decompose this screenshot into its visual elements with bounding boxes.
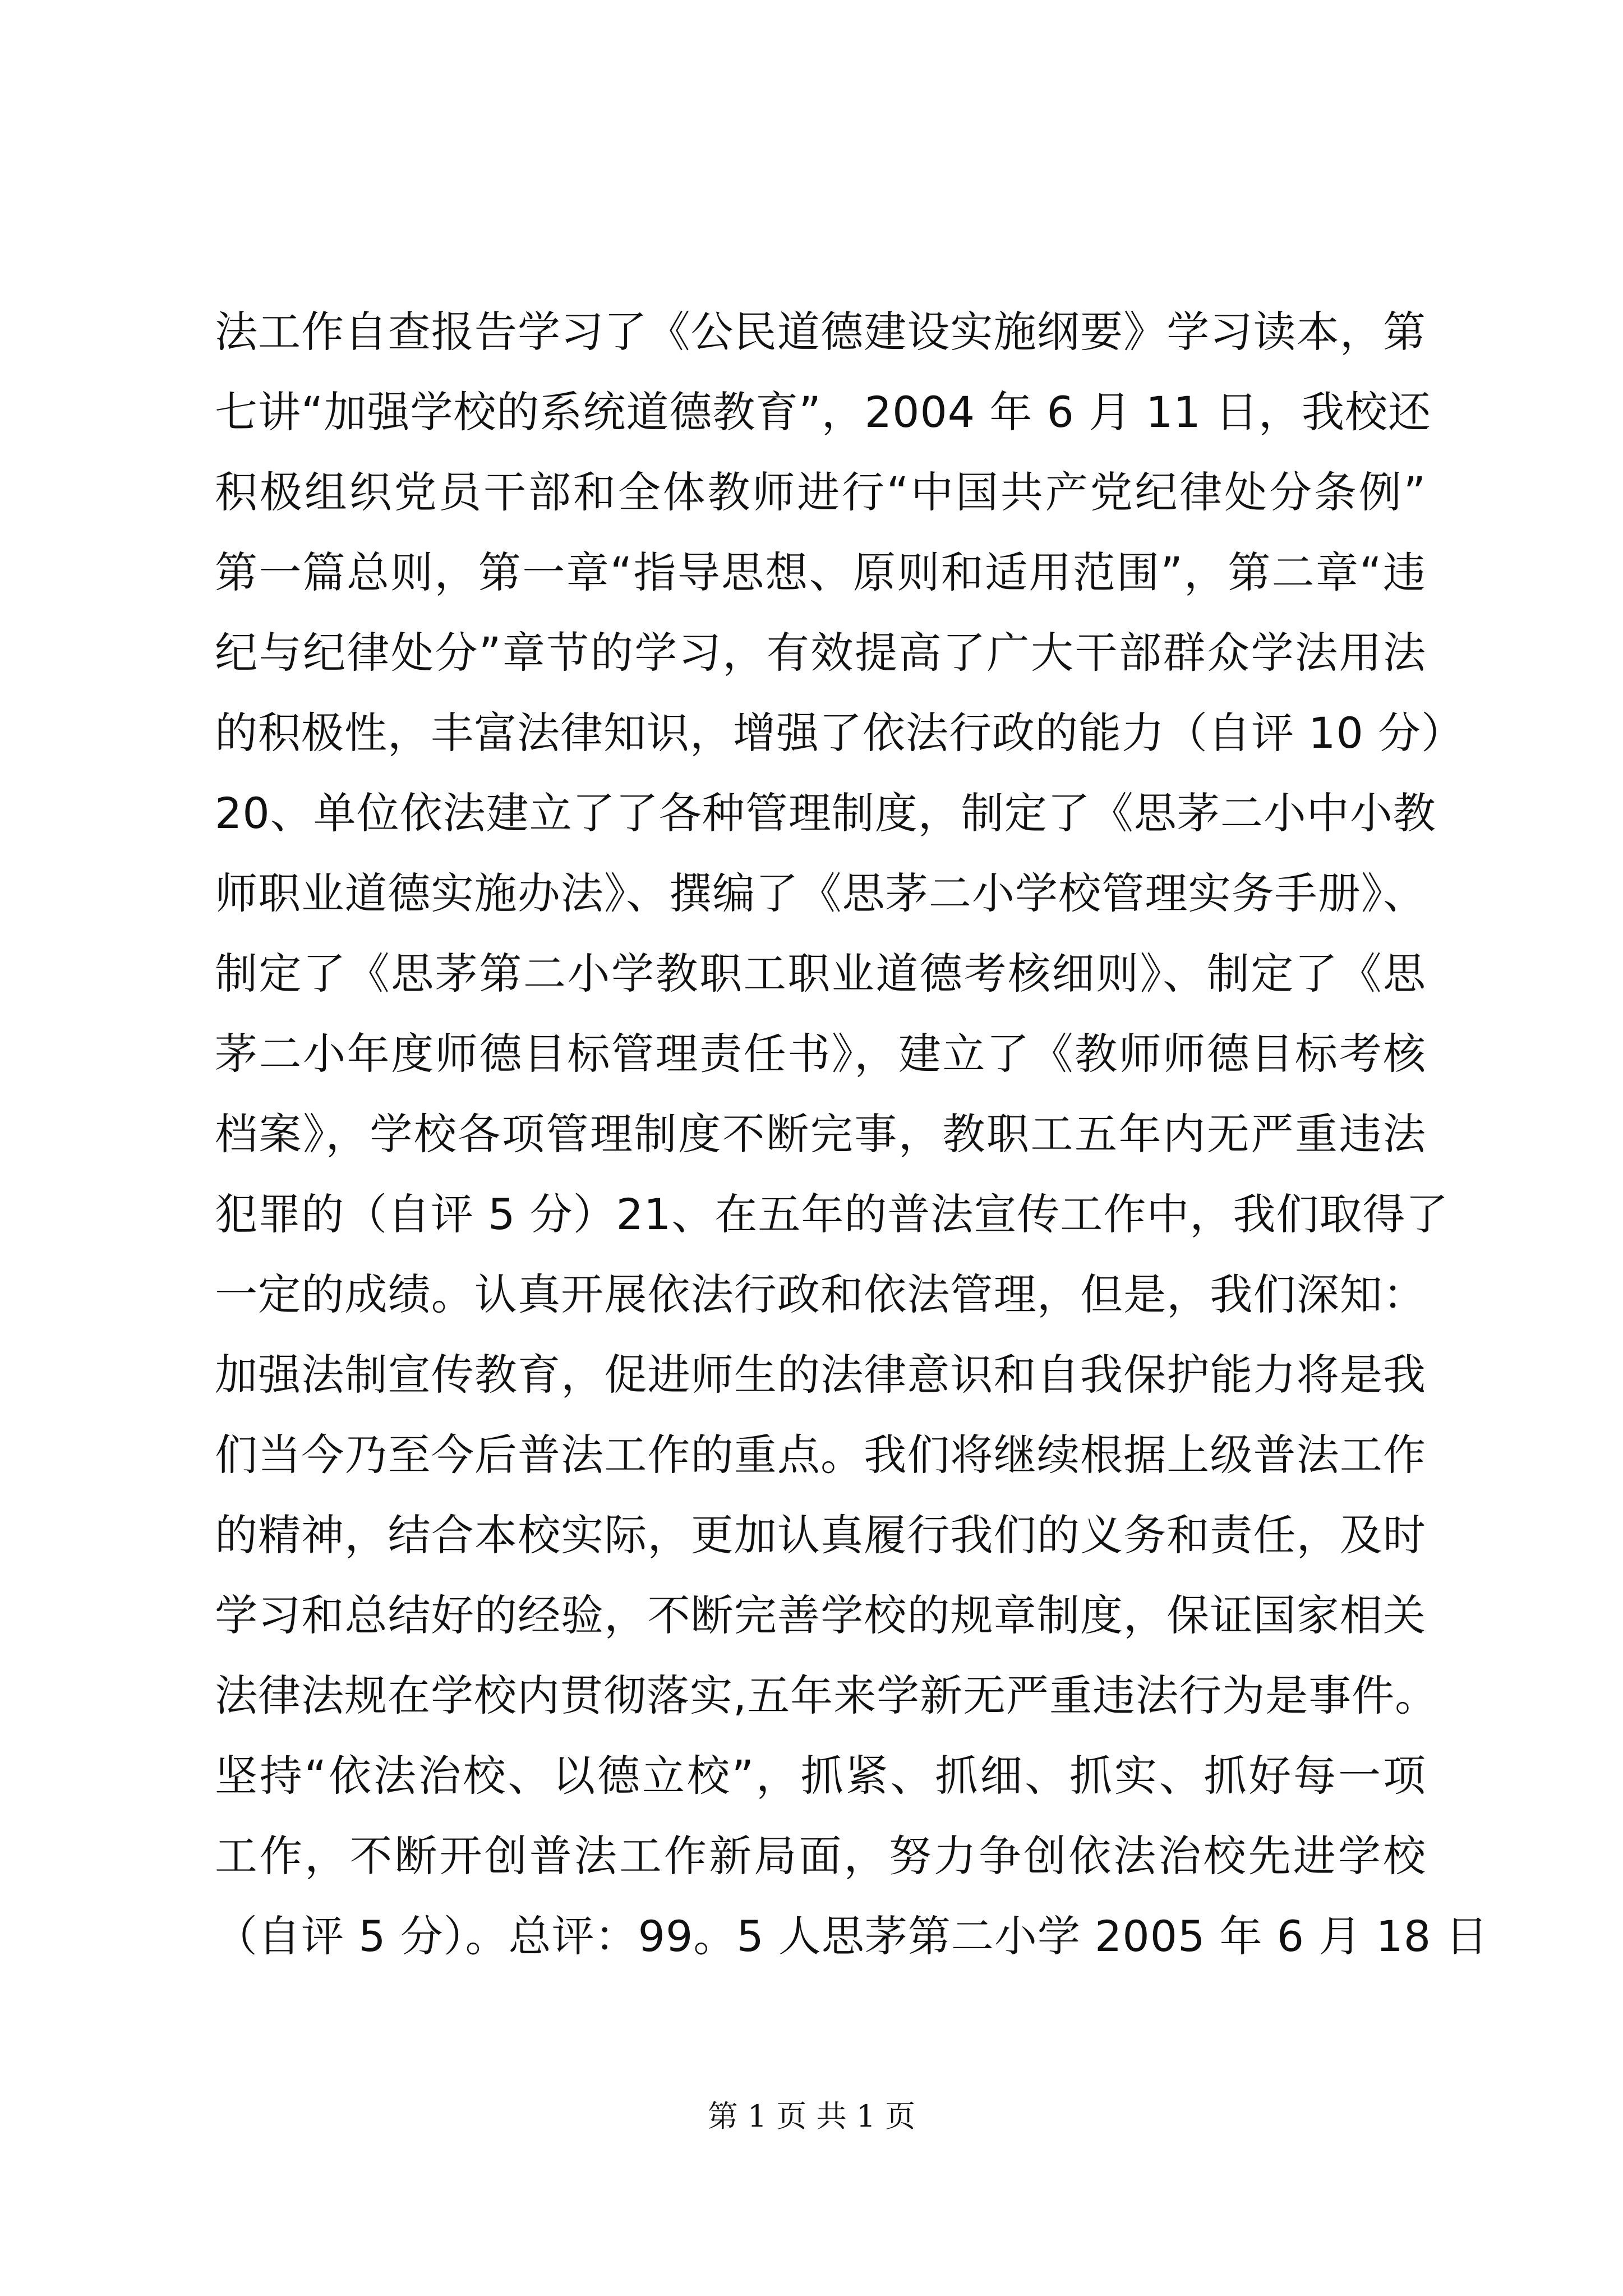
text-line-6: 的积极性，丰富法律知识，增强了依法行政的能力（自评 10 分） bbox=[215, 708, 1465, 758]
text-line-16: 的精神，结合本校实际，更加认真履行我们的义务和责任，及时 bbox=[215, 1510, 1426, 1560]
text-line-2: 七讲“加强学校的系统道德教育”，2004 年 6 月 11 日，我校还 bbox=[215, 387, 1432, 437]
text-line-13: 一定的成绩。认真开展依法行政和依法管理，但是，我们深知： bbox=[215, 1269, 1426, 1319]
text-line-12: 犯罪的（自评 5 分）21、在五年的普法宣传工作中，我们取得了 bbox=[215, 1189, 1449, 1239]
page-number-label: 第 1 页 共 1 页 bbox=[707, 2099, 916, 2134]
text-line-9: 制定了《思茅第二小学教职工职业道德考核细则》、制定了《思 bbox=[215, 949, 1426, 999]
text-line-18: 法律法规在学校内贯彻落实,五年来学新无严重违法行为是事件。 bbox=[215, 1671, 1438, 1720]
text-line-5: 纪与纪律处分”章节的学习，有效提高了广大干部群众学法用法 bbox=[215, 628, 1426, 678]
text-line-3: 积极组织党员干部和全体教师进行“中国共产党纪律处分条例” bbox=[215, 467, 1426, 517]
text-line-15: 们当今乃至今后普法工作的重点。我们将继续根据上级普法工作 bbox=[215, 1430, 1426, 1480]
page-footer bbox=[0, 2097, 1623, 2136]
text-line-10: 茅二小年度师德目标管理责任书》，建立了《教师师德目标考核 bbox=[215, 1029, 1426, 1079]
text-line-11: 档案》，学校各项管理制度不断完事，教职工五年内无严重违法 bbox=[215, 1109, 1426, 1159]
text-line-1: 法工作自查报告学习了《公民道德建设实施纲要》学习读本，第 bbox=[215, 307, 1426, 357]
text-line-21: （自评 5 分）。总评：99。5 人思茅第二小学 2005 年 6 月 18 日 bbox=[215, 1911, 1489, 1961]
text-line-14: 加强法制宣传教育，促进师生的法律意识和自我保护能力将是我 bbox=[215, 1350, 1426, 1400]
text-line-4: 第一篇总则，第一章“指导思想、原则和适用范围”，第二章“违 bbox=[215, 547, 1426, 597]
text-line-17: 学习和总结好的经验，不断完善学校的规章制度，保证国家相关 bbox=[215, 1590, 1426, 1640]
text-line-20: 工作，不断开创普法工作新局面，努力争创依法治校先进学校 bbox=[215, 1831, 1426, 1881]
body-text bbox=[215, 292, 1489, 1976]
text-line-8: 师职业道德实施办法》、撰编了《思茅二小学校管理实务手册》、 bbox=[215, 868, 1426, 918]
text-line-19: 坚持“依法治校、以德立校”，抓紧、抓细、抓实、抓好每一项 bbox=[215, 1751, 1426, 1801]
text-line-7: 20、单位依法建立了了各种管理制度，制定了《思茅二小中小教 bbox=[215, 788, 1436, 838]
